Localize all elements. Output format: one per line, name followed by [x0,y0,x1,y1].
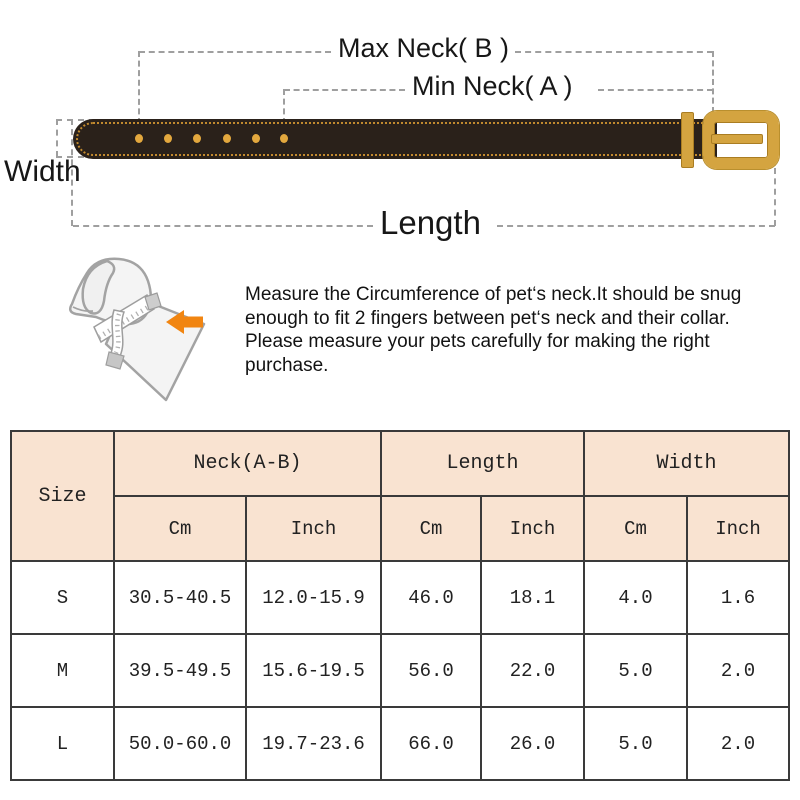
instruction-line: Measure the Circumference of pet‘s neck.It should be snug [245,284,742,305]
length-dash-right-drop [774,168,776,226]
cell-neck-inch: 12.0-15.9 [246,561,381,634]
buckle-pin [711,134,763,144]
header-unit-inch: Inch [481,496,584,561]
instruction-line: purchase. [245,354,329,376]
measuring-instructions [245,283,741,377]
collar-keeper [681,112,694,168]
table-row-S [11,561,789,634]
cell-length-cm: 56.0 [381,634,481,707]
collar-hole [193,134,201,143]
measuring-tape-tail [111,310,124,356]
cell-neck-cm: 30.5-40.5 [114,561,246,634]
max-neck-dash-drop [138,51,140,124]
cell-width-inch: 2.0 [687,707,789,780]
size-table [10,430,790,781]
length-dash-left [73,225,373,227]
max-neck-dash-right [515,51,713,53]
cell-length-cm: 66.0 [381,707,481,780]
cell-length-cm: 46.0 [381,561,481,634]
max-neck-dash-left [139,51,331,53]
instruction-line: enough to fit 2 fingers between pet‘s neck and their collar. [245,307,730,329]
header-size: Size [11,431,114,561]
cell-length-inch: 26.0 [481,707,584,780]
width-dash-bracket [56,119,58,157]
collar-hole [135,134,143,143]
min-neck-dash-left [284,89,405,91]
header-unit-cm: Cm [584,496,687,561]
cell-length-inch: 18.1 [481,561,584,634]
table-row-M [11,634,789,707]
min-neck-dash-right [598,89,713,91]
cell-size: M [11,634,114,707]
cell-neck-cm: 39.5-49.5 [114,634,246,707]
header-unit-inch: Inch [687,496,789,561]
cell-size: L [11,707,114,780]
cell-size: S [11,561,114,634]
instruction-line: Please measure your pets carefully for making the right [245,331,710,352]
header-length-group: Length [381,431,584,496]
collar-hole [252,134,260,143]
collar-hole [280,134,288,143]
header-width-group: Width [584,431,789,496]
header-neck-group: Neck(A-B) [114,431,381,496]
min-neck-label: Min Neck( A ) [412,71,573,101]
cell-width-cm: 5.0 [584,707,687,780]
width-label: Width [4,155,81,188]
cell-width-cm: 4.0 [584,561,687,634]
cell-width-cm: 5.0 [584,634,687,707]
max-neck-label: Max Neck( B ) [338,33,510,63]
table-row-L [11,707,789,780]
length-label: Length [380,204,481,241]
length-dash-right [497,225,775,227]
cell-neck-inch: 19.7-23.6 [246,707,381,780]
cell-width-inch: 2.0 [687,634,789,707]
header-unit-inch: Inch [246,496,381,561]
neck-dash-buckle-drop [712,51,714,113]
header-unit-cm: Cm [381,496,481,561]
cell-neck-cm: 50.0-60.0 [114,707,246,780]
cell-width-inch: 1.6 [687,561,789,634]
cell-neck-inch: 15.6-19.5 [246,634,381,707]
collar-hole [223,134,231,143]
collar-hole [164,134,172,143]
header-unit-cm: Cm [114,496,246,561]
dog-measuring-illustration [50,252,210,402]
cell-length-inch: 22.0 [481,634,584,707]
